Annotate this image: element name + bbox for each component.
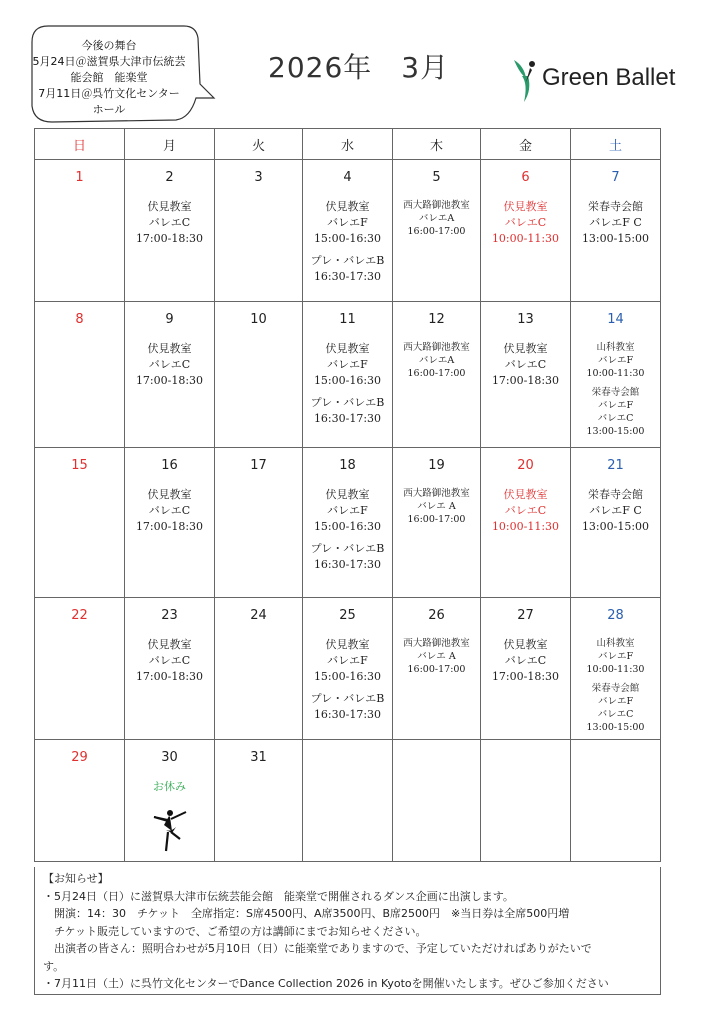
day-schedule (481, 487, 570, 535)
day-cell (571, 448, 661, 598)
day-cell (571, 302, 661, 448)
day-cell (571, 598, 661, 740)
day-schedule (481, 637, 570, 685)
day-number: 10 (250, 312, 267, 327)
schedule-line: バレエA (418, 355, 455, 366)
day-number: 17 (250, 458, 267, 473)
day-number: 21 (607, 458, 624, 473)
logo-text: Green Ballet (542, 64, 676, 91)
day-schedule (571, 637, 660, 734)
schedule-line: 伏見教室 (503, 342, 548, 355)
schedule-line: 13:00-15:00 (581, 232, 650, 245)
day-cell (303, 740, 393, 862)
schedule-line: バレエF (327, 216, 368, 229)
day-cell (303, 448, 393, 598)
schedule-line: バレエA (418, 213, 455, 224)
schedule-line: 16:00-17:00 (407, 514, 466, 525)
schedule-line: 16:00-17:00 (407, 368, 466, 379)
day-schedule (125, 487, 214, 535)
day-cell (35, 740, 125, 862)
notice-heading: 【お知らせ】 (43, 872, 109, 885)
schedule-line: バレエ A (417, 501, 456, 512)
day-number: 22 (71, 608, 88, 623)
schedule-line: 西大路御池教室 (403, 638, 470, 649)
day-cell (125, 740, 215, 862)
schedule-line: 13:00-15:00 (586, 426, 645, 437)
day-schedule (303, 487, 392, 573)
schedule-line: 10:00-11:30 (586, 368, 645, 379)
day-schedule (125, 341, 214, 389)
schedule-line: バレエF (597, 355, 634, 366)
schedule-line: バレエF C (589, 216, 642, 229)
day-number: 31 (250, 750, 267, 765)
schedule-line: 10:00-11:30 (491, 232, 560, 245)
schedule-line: 16:30-17:30 (313, 558, 382, 571)
day-schedule (125, 637, 214, 685)
schedule-line: お休み (153, 780, 186, 793)
schedule-line: 伏見教室 (503, 638, 548, 651)
day-number: 9 (165, 312, 174, 327)
day-number: 15 (71, 458, 88, 473)
day-cell (393, 302, 481, 448)
page-title: 2026年 3月 (268, 51, 450, 84)
day-number: 6 (521, 170, 530, 185)
day-number: 1 (75, 170, 84, 185)
schedule-line: 15:00-16:30 (313, 670, 382, 683)
bubble-line: 5月24日＠滋賀県大津市伝統芸 (32, 55, 186, 68)
day-number: 3 (254, 170, 263, 185)
schedule-line: 10:00-11:30 (586, 664, 645, 675)
day-cell (125, 448, 215, 598)
schedule-line: 伏見教室 (325, 200, 370, 213)
day-schedule (571, 199, 660, 247)
upcoming-stages-note (32, 38, 186, 118)
day-cell (125, 598, 215, 740)
day-cell (303, 160, 393, 302)
ballerina-icon (150, 807, 190, 853)
schedule-line: 16:30-17:30 (313, 270, 382, 283)
schedule-line: 16:30-17:30 (313, 708, 382, 721)
schedule-line: プレ・バレエB (310, 254, 385, 267)
day-schedule (303, 341, 392, 427)
day-number: 11 (339, 312, 356, 327)
day-cell (393, 448, 481, 598)
day-schedule (481, 341, 570, 389)
schedule-line: 伏見教室 (147, 342, 192, 355)
day-number: 5 (432, 170, 441, 185)
schedule-line: 15:00-16:30 (313, 374, 382, 387)
day-number: 30 (161, 750, 178, 765)
day-cell (215, 302, 303, 448)
weekday-thu: 木 (393, 129, 481, 160)
schedule-line: 西大路御池教室 (403, 342, 470, 353)
week-row (35, 740, 661, 862)
day-number: 16 (161, 458, 178, 473)
schedule-line: バレエF (597, 696, 634, 707)
day-cell (481, 448, 571, 598)
weekday-mon: 月 (125, 129, 215, 160)
schedule-line: 伏見教室 (325, 342, 370, 355)
day-cell (393, 160, 481, 302)
schedule-line: バレエC (148, 358, 191, 371)
week-row (35, 302, 661, 448)
week-row (35, 598, 661, 740)
notice-line: す。 (43, 959, 65, 973)
schedule-line: バレエF (327, 504, 368, 517)
day-cell (481, 160, 571, 302)
schedule-line: バレエC (148, 216, 191, 229)
schedule-line: バレエC (148, 504, 191, 517)
schedule-line: 16:30-17:30 (313, 412, 382, 425)
schedule-line: 17:00-18:30 (135, 670, 204, 683)
day-number: 29 (71, 750, 88, 765)
day-number: 26 (428, 608, 445, 623)
day-number: 4 (343, 170, 352, 185)
weekday-wed: 水 (303, 129, 393, 160)
schedule-line: 17:00-18:30 (491, 670, 560, 683)
schedule-line: 伏見教室 (503, 488, 548, 501)
day-number: 25 (339, 608, 356, 623)
day-cell (35, 302, 125, 448)
day-number: 24 (250, 608, 267, 623)
bubble-line: 7月11日＠呉竹文化センター (38, 87, 180, 100)
day-number: 18 (339, 458, 356, 473)
day-number: 8 (75, 312, 84, 327)
schedule-line: バレエC (504, 216, 547, 229)
schedule-line: プレ・バレエB (310, 396, 385, 409)
schedule-line: 13:00-15:00 (586, 722, 645, 733)
day-number: 13 (517, 312, 534, 327)
day-cell (125, 302, 215, 448)
weekday-header-row (35, 129, 661, 160)
schedule-line: 栄春寺会館 (591, 387, 640, 398)
week-row (35, 448, 661, 598)
day-cell (481, 302, 571, 448)
bubble-line: 能会館 能楽堂 (70, 71, 148, 84)
day-number: 20 (517, 458, 534, 473)
day-schedule (393, 487, 480, 526)
day-cell (215, 740, 303, 862)
day-cell (215, 160, 303, 302)
day-number: 27 (517, 608, 534, 623)
schedule-line: バレエC (504, 504, 547, 517)
schedule-line: 15:00-16:30 (313, 232, 382, 245)
day-cell (35, 160, 125, 302)
day-cell (303, 302, 393, 448)
notice-line: 開演：14：30 チケット 全席指定：S席4500円、A席3500円、B席2500円 ※当日券は全席500円増 (43, 907, 570, 920)
schedule-line: バレエC (504, 358, 547, 371)
day-number: 12 (428, 312, 445, 327)
day-schedule (571, 487, 660, 535)
day-cell (571, 740, 661, 862)
schedule-line: 16:00-17:00 (407, 664, 466, 675)
day-number: 14 (607, 312, 624, 327)
schedule-line: バレエ A (417, 651, 456, 662)
schedule-line: 10:00-11:30 (491, 520, 560, 533)
notice-line: ・7月11日（土）に呉竹文化センターでDance Collection 2026 in Kyotoを開催いたします。ぜひご参加ください (43, 977, 609, 990)
day-schedule (393, 637, 480, 676)
day-schedule (571, 341, 660, 438)
day-schedule (481, 199, 570, 247)
schedule-line: 山科教室 (596, 638, 635, 649)
schedule-line: 15:00-16:30 (313, 520, 382, 533)
schedule-line: 栄春寺会館 (588, 200, 643, 213)
schedule-line: 17:00-18:30 (135, 374, 204, 387)
schedule-line: バレエC (148, 654, 191, 667)
day-cell (215, 598, 303, 740)
weekday-fri: 金 (481, 129, 571, 160)
schedule-line: 16:00-17:00 (407, 226, 466, 237)
schedule-line: 伏見教室 (147, 200, 192, 213)
bubble-line: 今後の舞台 (81, 39, 137, 52)
schedule-line: バレエC (597, 709, 634, 720)
day-cell (571, 160, 661, 302)
schedule-line: プレ・バレエB (310, 542, 385, 555)
schedule-line: バレエF (327, 654, 368, 667)
schedule-line: 17:00-18:30 (135, 520, 204, 533)
day-cell (303, 598, 393, 740)
notice-line: 出演者の皆さん：照明合わせが5月10日（日）に能楽堂でありますので、予定していただければありがたいで (43, 942, 592, 955)
schedule-line: 西大路御池教室 (403, 488, 470, 499)
day-schedule (125, 199, 214, 247)
notice-box (34, 867, 661, 995)
day-schedule (393, 199, 480, 238)
notice-line: チケット販売していますので、ご希望の方は講師にまでお知らせください。 (43, 924, 427, 938)
schedule-line: 伏見教室 (147, 638, 192, 651)
week-row (35, 160, 661, 302)
day-number: 19 (428, 458, 445, 473)
schedule-line: 栄春寺会館 (588, 488, 643, 501)
weekday-sun: 日 (35, 129, 125, 160)
schedule-line: 13:00-15:00 (581, 520, 650, 533)
schedule-line: バレエF (597, 651, 634, 662)
day-cell (215, 448, 303, 598)
notice-line: ・5月24日（日）に滋賀県大津市伝統芸能会館 能楽堂で開催されるダンス企画に出演します。 (43, 889, 514, 903)
day-cell (481, 740, 571, 862)
schedule-line: 山科教室 (596, 342, 635, 353)
day-schedule (125, 779, 214, 795)
calendar-table (34, 128, 661, 862)
weekday-tue: 火 (215, 129, 303, 160)
schedule-line: バレエF (597, 400, 634, 411)
dancer-logo-icon (510, 56, 540, 104)
day-cell (393, 598, 481, 740)
schedule-line: 伏見教室 (325, 488, 370, 501)
day-cell (35, 448, 125, 598)
schedule-line: 西大路御池教室 (403, 200, 470, 211)
day-schedule (303, 199, 392, 285)
day-number: 28 (607, 608, 624, 623)
day-cell (35, 598, 125, 740)
day-cell (125, 160, 215, 302)
schedule-line: 伏見教室 (503, 200, 548, 213)
day-number: 2 (165, 170, 174, 185)
day-schedule (303, 637, 392, 723)
schedule-line: 伏見教室 (147, 488, 192, 501)
day-number: 23 (161, 608, 178, 623)
schedule-line: 栄春寺会館 (591, 683, 640, 694)
day-cell (393, 740, 481, 862)
schedule-line: バレエF (327, 358, 368, 371)
schedule-line: バレエC (597, 413, 634, 424)
weekday-sat: 土 (571, 129, 661, 160)
day-schedule (393, 341, 480, 380)
schedule-line: 伏見教室 (325, 638, 370, 651)
schedule-line: バレエF C (589, 504, 642, 517)
schedule-line: 17:00-18:30 (491, 374, 560, 387)
bubble-line: ホール (92, 103, 126, 116)
green-ballet-logo (510, 56, 690, 104)
schedule-line: プレ・バレエB (310, 692, 385, 705)
schedule-line: 17:00-18:30 (135, 232, 204, 245)
day-cell (481, 598, 571, 740)
day-number: 7 (611, 170, 620, 185)
schedule-line: バレエC (504, 654, 547, 667)
